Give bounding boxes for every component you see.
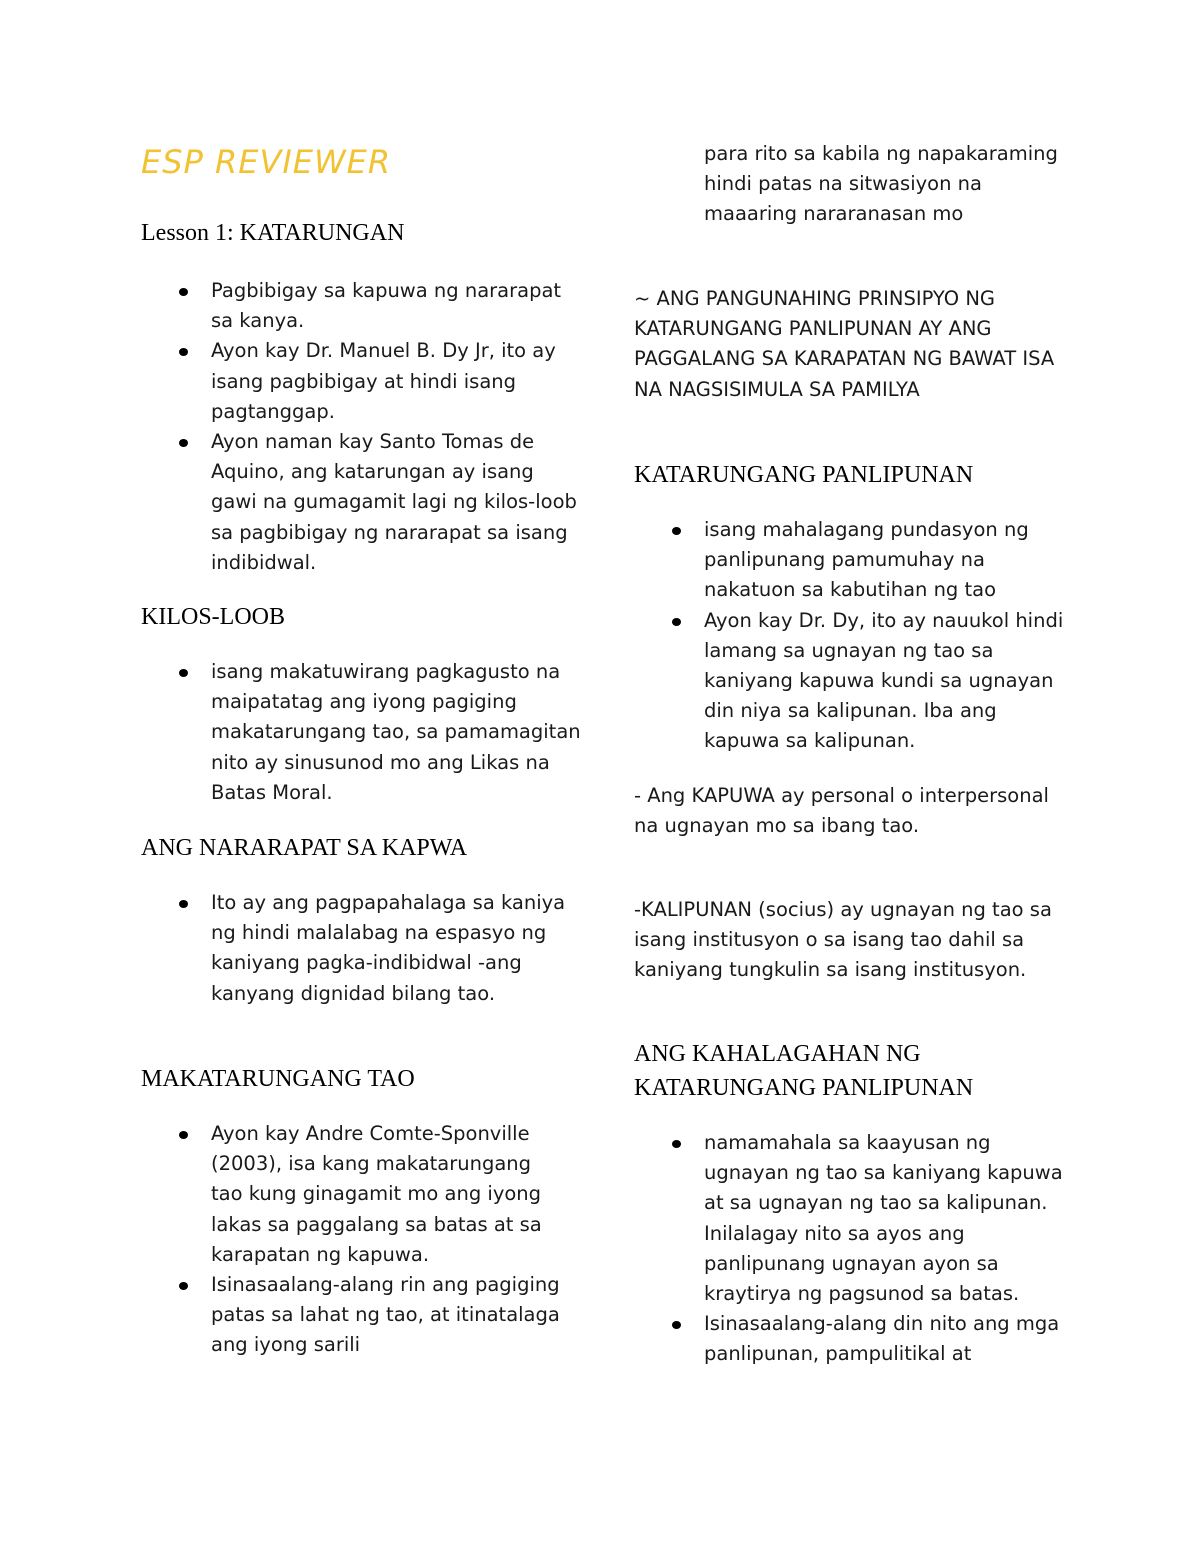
makatarungang-tao-bullet-list [141,1119,566,1361]
principle-statement: ~ ANG PANGUNAHING PRINSIPYO NG KATARUNGANG PANLIPUNAN AY ANG PAGGALANG SA KARAPATAN NG BAWAT ISA NA NAGSISIMULA SA PAMILYA [634,287,1055,401]
bullet-icon [179,288,188,296]
bullet-icon [672,527,681,535]
list-item: Ayon naman kay Santo Tomas de Aquino, ang katarungan ay isang gawi na gumagamit lagi ng kilos-loob sa pagbibigay ng nararapat sa isang indibidwal. [141,427,581,578]
bullet-icon [179,1131,188,1139]
kahalagahan-heading: ANG KAHALAGAHAN NG KATARUNGANG PANLIPUNAN [634,1041,974,1101]
bullet-icon [179,900,188,908]
list-item: namamahala sa kaayusan ng ugnayan ng tao sa kaniyang kapuwa at sa ugnayan ng tao sa kalipunan. Inilalagay nito sa ayos ang panlipunang ugnayan ayon sa kraytirya ng pagsunod sa batas. [634,1128,1074,1309]
lesson-bullet-list [141,276,581,578]
makatarungang-tao-heading: MAKATARUNGANG TAO [141,1066,415,1092]
katarungang-panlipunan-bullet-list [634,515,1074,757]
list-item: Pagbibigay sa kapuwa ng nararapat sa kanya. [141,276,581,336]
katarungang-panlipunan-heading: KATARUNGANG PANLIPUNAN [634,462,974,488]
bullet-icon [179,1282,188,1290]
kapuwa-definition: - Ang KAPUWA ay personal o interpersonal na ugnayan mo sa ibang tao. [634,784,1049,838]
lesson-heading: Lesson 1: KATARUNGAN [141,220,405,246]
nararapat-bullet-list [141,888,581,1009]
bullet-icon [179,669,188,677]
list-item: Ayon kay Dr. Manuel B. Dy Jr, ito ay isang pagbibigay at hindi isang pagtanggap. [141,336,581,427]
list-item: Ayon kay Andre Comte-Sponville (2003), isa kang makatarungang tao kung ginagamit mo ang iyong lakas sa paggalang sa batas at sa karapatan ng kapuwa. [141,1119,566,1270]
list-item: isang mahalagang pundasyon ng panlipunang pamumuhay na nakatuon sa kabutihan ng tao [634,515,1074,606]
bullet-icon [672,1321,681,1329]
kalipunan-definition: -KALIPUNAN (socius) ay ugnayan ng tao sa isang institusyon o sa isang tao dahil sa kaniyang tungkulin sa isang institusyon. [634,898,1052,982]
bullet-icon [179,439,188,447]
list-item: Isinasaalang-alang rin ang pagiging patas sa lahat ng tao, at itinatalaga ang iyong sarili [141,1270,566,1361]
continued-bullet-text: para rito sa kabila ng napakaraming hindi patas na sitwasiyon na maaaring nararanasan mo [704,142,1058,226]
list-item: isang makatuwirang pagkagusto na maipatatag ang iyong pagiging makatarungang tao, sa pamamagitan nito ay sinusunod mo ang Likas na Batas Moral. [141,657,581,808]
nararapat-heading: ANG NARARAPAT SA KAPWA [141,835,468,861]
list-item: Isinasaalang-alang din nito ang mga panlipunan, pampulitikal at [634,1309,1074,1369]
kilos-loob-bullet-list [141,657,581,808]
bullet-icon [179,348,188,356]
document-title: ESP REVIEWER [141,143,392,181]
list-item: Ayon kay Dr. Dy, ito ay nauukol hindi lamang sa ugnayan ng tao sa kaniyang kapuwa kundi sa ugnayan din niya sa kalipunan. Iba ang kapuwa sa kalipunan. [634,606,1074,757]
bullet-icon [672,618,681,626]
kahalagahan-bullet-list [634,1128,1074,1370]
list-item: Ito ay ang pagpapahalaga sa kaniya ng hindi malalabag na espasyo ng kaniyang pagka-indibidwal -ang kanyang dignidad bilang tao. [141,888,581,1009]
kilos-loob-heading: KILOS-LOOB [141,604,285,630]
bullet-icon [672,1140,681,1148]
